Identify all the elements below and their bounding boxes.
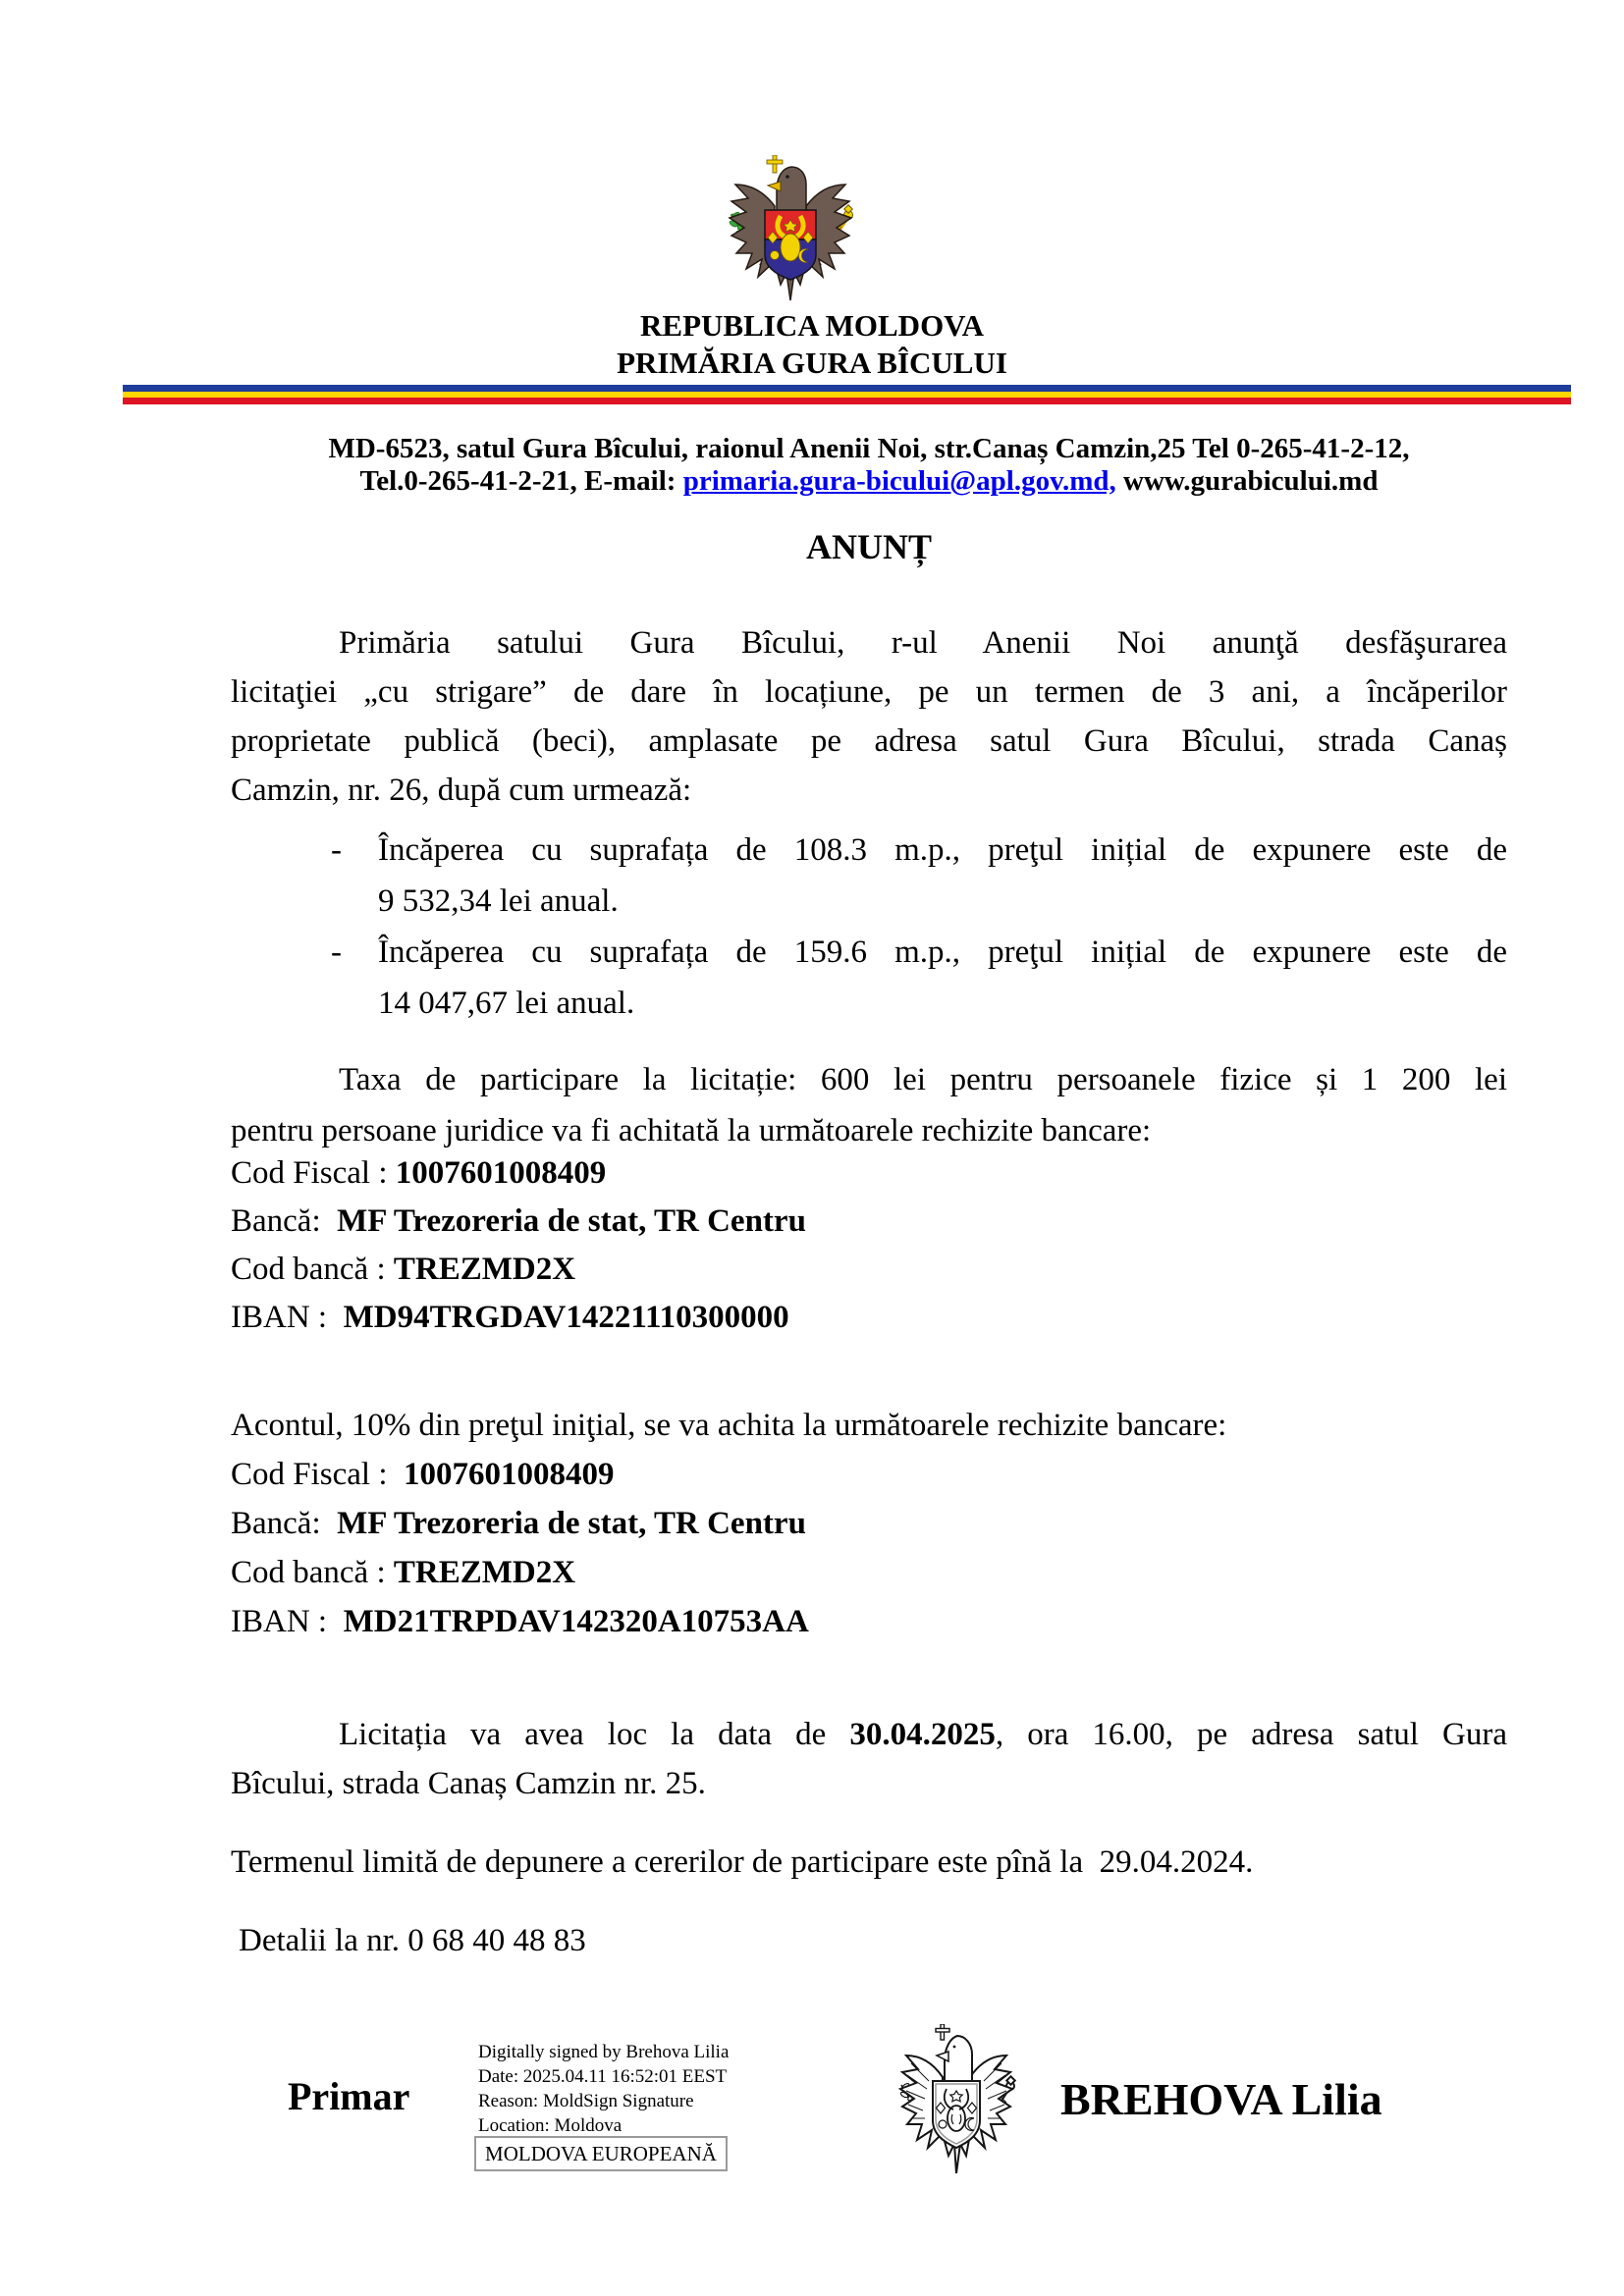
auction-date-line: [231, 1710, 1507, 1759]
auction-date-paragraph: [231, 1710, 1507, 1808]
bank-detail-row: [231, 1246, 1507, 1294]
bullet-dash: -: [331, 934, 342, 970]
bank-value: MD21TRPDAV142320A10753AA: [343, 1604, 809, 1639]
address-line-2: [231, 465, 1507, 498]
bank-details-fee: [231, 1149, 1507, 1342]
bullet-line: Încăperea cu suprafața de 159.6 m.p., preţul inițial de expunere este de: [378, 934, 1507, 970]
signer-name: BREHOVA Lilia: [1060, 2074, 1382, 2124]
list-item: [231, 825, 1507, 927]
website-text: www.gurabicului.md: [1115, 465, 1379, 497]
document-title: ANUNȚ: [805, 527, 932, 566]
intro-paragraph: [231, 618, 1507, 815]
contact-address-block: [231, 433, 1507, 498]
bank-label: IBAN :: [231, 1604, 344, 1639]
bank-label: Cod bancă :: [231, 1555, 394, 1590]
bank-value: MF Trezoreria de stat, TR Centru: [337, 1203, 806, 1239]
auction-date: 30.04.2025: [849, 1717, 996, 1752]
moldova-coat-of-arms-icon: [722, 155, 859, 304]
bank-value: 1007601008409: [404, 1457, 615, 1492]
fee-line: Taxa de participare la licitație: 600 lei pentru persoanele fizice și 1 200 lei: [339, 1062, 1507, 1097]
bank-detail-row: [231, 1548, 1507, 1597]
address-line-1: MD-6523, satul Gura Bîcului, raionul Anenii Noi, str.Canaș Camzin,25 Tel 0-265-41-2-12,: [328, 433, 1410, 464]
signature-line: Location: Moldova: [478, 2115, 623, 2136]
contact-details-line: Detalii la nr. 0 68 40 48 83: [239, 1923, 586, 1958]
bullet-line: 9 532,34 lei anual.: [378, 883, 619, 919]
signature-line: Date: 2025.04.11 16:52:01 EEST: [478, 2066, 728, 2087]
bank-label: IBAN :: [231, 1300, 344, 1335]
deadline-paragraph: Termenul limită de depunere a cererilor de participare este pînă la 29.04.2024.: [231, 1844, 1254, 1880]
bank-label: Cod bancă :: [231, 1252, 394, 1287]
bank-detail-row: [231, 1149, 1507, 1198]
bank-detail-row: [231, 1294, 1507, 1342]
intro-line: licitaţiei „cu strigare” de dare în locațiune, pe un termen de 3 ani, a încăperilor: [231, 674, 1507, 710]
bank-detail-row: [231, 1198, 1507, 1246]
bank-value: 1007601008409: [395, 1155, 607, 1191]
bank-value: TREZMD2X: [393, 1555, 576, 1590]
bullet-line: Încăperea cu suprafața de 108.3 m.p., preţul inițial de expunere este de: [378, 832, 1507, 868]
bullet-dash: -: [331, 832, 342, 868]
signer-role-label: Primar: [288, 2074, 410, 2118]
bank-detail-row: [231, 1450, 1507, 1499]
header-country-title: REPUBLICA MOLDOVA: [640, 308, 984, 343]
fee-line: pentru persoane juridice va fi achitată la următoarele rechizite bancare:: [231, 1113, 1152, 1148]
auction-date-line: Bîcului, strada Canaș Camzin nr. 25.: [231, 1766, 706, 1801]
bank-value: TREZMD2X: [393, 1252, 576, 1287]
bank-value: MF Trezoreria de stat, TR Centru: [337, 1506, 806, 1541]
moldova-tricolor-separator: [123, 385, 1571, 404]
digital-signature-block: [478, 2040, 891, 2138]
bank-detail-row: [231, 1597, 1507, 1646]
moldova-europeana-stamp: MOLDOVA EUROPEANĂ: [474, 2136, 728, 2171]
tricolor-blue-stripe: [123, 385, 1571, 392]
intro-line: proprietate publică (beci), amplasate pe adresa satul Gura Bîcului, strada Canaș: [231, 723, 1507, 759]
email-link[interactable]: primaria.gura-bicului@apl.gov.md,: [682, 465, 1116, 497]
advance-payment-block: [231, 1401, 1507, 1646]
bank-detail-row: [231, 1499, 1507, 1548]
auction-suffix: , ora 16.00, pe adresa satul Gura: [995, 1717, 1507, 1752]
intro-line: Primăria satului Gura Bîcului, r-ul Anenii Noi anunţă desfăşurarea: [339, 625, 1507, 661]
advance-intro-line: Acontul, 10% din preţul iniţial, se va achita la următoarele rechizite bancare:: [231, 1408, 1227, 1443]
tricolor-yellow-stripe: [123, 392, 1571, 399]
bank-label: Cod Fiscal :: [231, 1155, 396, 1191]
premises-list: [231, 825, 1507, 1029]
address-line-2-prefix: Tel.0-265-41-2-21, E-mail:: [359, 465, 683, 497]
signature-line: Digitally signed by Brehova Lilia: [478, 2042, 730, 2062]
bank-label: Bancă:: [231, 1506, 338, 1541]
bank-value: MD94TRGDAV14221110300000: [343, 1300, 789, 1335]
fee-paragraph: [231, 1054, 1507, 1156]
moldsign-eagle-outline-icon: [895, 2024, 1017, 2177]
signature-line: Reason: MoldSign Signature: [478, 2091, 694, 2111]
auction-prefix: Licitația va avea loc la data de: [339, 1717, 850, 1752]
bank-label: Bancă:: [231, 1203, 338, 1239]
tricolor-red-stripe: [123, 398, 1571, 404]
bank-label: Cod Fiscal :: [231, 1457, 405, 1492]
intro-line: Camzin, nr. 26, după cum urmează:: [231, 773, 692, 808]
list-item: [231, 927, 1507, 1029]
header-institution-title: PRIMĂRIA GURA BÎCULUI: [617, 346, 1007, 380]
bullet-line: 14 047,67 lei anual.: [378, 986, 635, 1021]
